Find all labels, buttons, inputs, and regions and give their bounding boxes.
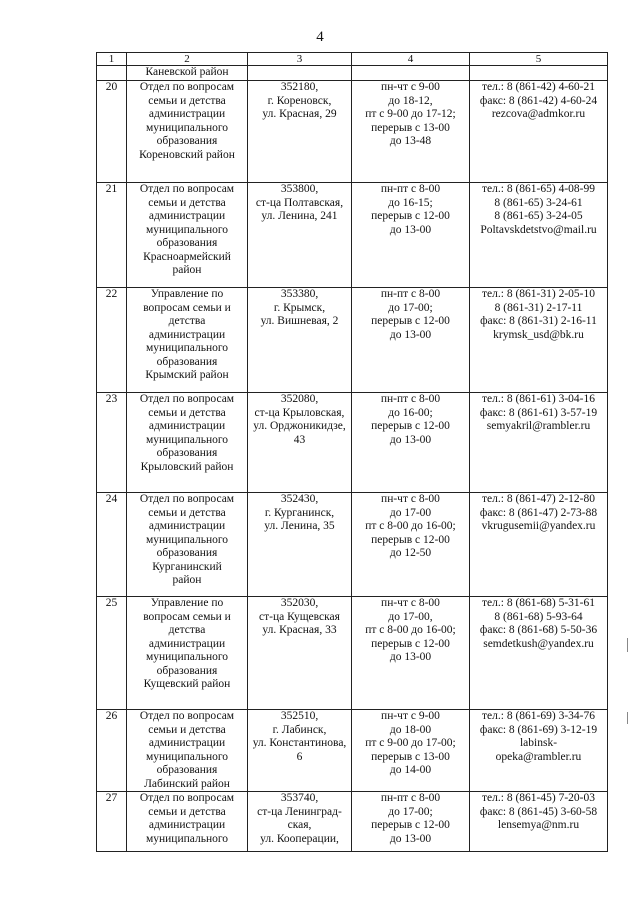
column-number-3: 3	[248, 53, 352, 66]
contacts-cell	[470, 393, 608, 493]
address-line: 43	[293, 433, 306, 446]
contacts-cell	[470, 81, 608, 183]
department-line: Отдел по вопросам	[139, 792, 235, 804]
department-line: Крыловский район	[140, 460, 234, 473]
address-line: г. Кореновск,	[267, 94, 332, 107]
address-line: г. Лабинск,	[272, 723, 327, 736]
department-cell	[127, 393, 248, 493]
hours-line: перерыв с 12-00	[371, 420, 450, 432]
department-line: Крымский район	[145, 369, 229, 381]
address-cell	[248, 493, 352, 597]
row-number: 27	[97, 792, 127, 852]
department-line: образования	[156, 355, 218, 368]
department-line: Кущевский район	[143, 678, 231, 690]
contacts-line: факс: 8 (861-47) 2-73-88	[479, 506, 598, 519]
address-cell	[248, 710, 352, 792]
department-line: семьи и детства	[148, 196, 226, 209]
row-number: 23	[97, 393, 127, 493]
hours-line: перерыв с 12-00	[371, 637, 450, 650]
contacts-cell	[470, 792, 608, 852]
department-cell	[127, 493, 248, 597]
row-number: 25	[97, 597, 127, 710]
contacts-line: opeka@rambler.ru	[495, 750, 582, 763]
address-line: г. Крымск,	[273, 301, 326, 314]
department-line: район	[172, 574, 202, 586]
department-line: Отдел по вопросам	[139, 393, 235, 405]
department-line: район	[172, 264, 202, 276]
hours-cell	[352, 792, 470, 852]
address-line: 353740,	[280, 792, 319, 804]
address-line: ул. Орджоникидзе,	[253, 420, 346, 432]
address-line: ская,	[287, 819, 312, 831]
table-row	[97, 597, 608, 710]
hours-line: пн-чт с 9-00	[381, 81, 440, 93]
hours-line: перерыв с 13-00	[371, 121, 450, 134]
continuation-row	[97, 66, 608, 81]
contacts-line: krymsk_usd@bk.ru	[493, 328, 584, 341]
address-cell	[248, 597, 352, 710]
department-line: администрации	[148, 210, 226, 222]
department-line: Лабинский район	[144, 777, 230, 790]
table-row	[97, 183, 608, 288]
contacts-cell	[470, 493, 608, 597]
contacts-line: labinsk-	[519, 737, 558, 749]
address-line: 6	[296, 750, 303, 763]
hours-line: до 16-00;	[388, 406, 433, 419]
hours-line: перерыв с 13-00	[371, 750, 450, 763]
hours-cell	[352, 597, 470, 710]
hours-line: пт с 9-00 до 17-12;	[365, 108, 456, 120]
contacts-line: vkrugusemii@yandex.ru	[481, 520, 596, 532]
hours-line: пт с 8-00 до 16-00;	[365, 624, 456, 636]
table-row	[97, 493, 608, 597]
department-line: детства	[168, 315, 206, 327]
table-row	[97, 710, 608, 792]
department-line: администрации	[148, 108, 226, 120]
hours-cell	[352, 81, 470, 183]
hours-line: пн-чт с 9-00	[381, 710, 440, 722]
hours-line: до 17-00;	[388, 301, 433, 314]
hours-line: пн-пт с 8-00	[380, 792, 441, 804]
address-line: 352430,	[280, 493, 319, 505]
department-line: муниципального	[145, 832, 229, 845]
department-line: муниципального	[145, 342, 229, 354]
address-line: ст-ца Крыловская,	[254, 406, 345, 419]
department-cell	[127, 288, 248, 393]
hours-line: пн-чт с 8-00	[381, 597, 440, 609]
hours-line: перерыв с 12-00	[371, 315, 450, 327]
address-cell	[248, 792, 352, 852]
department-line: Отдел по вопросам	[139, 183, 235, 195]
scan-mark	[627, 638, 628, 652]
hours-cell	[352, 288, 470, 393]
address-line: ул. Красная, 29	[262, 108, 337, 120]
hours-line: пн-пт с 8-00	[380, 393, 441, 405]
department-line: детства	[168, 624, 206, 636]
department-line: образования	[156, 237, 218, 249]
address-line: ул. Красная, 33	[262, 624, 337, 636]
contacts-line: Poltavskdetstvo@mail.ru	[480, 223, 597, 236]
page-number: 4	[316, 29, 324, 45]
hours-line: до 17-00;	[388, 805, 433, 818]
department-cell	[127, 81, 248, 183]
address-line: 353800,	[280, 183, 319, 195]
department-line: Красноармейский	[143, 250, 231, 263]
department-line: администрации	[148, 520, 226, 532]
contacts-line: semdetkush@yandex.ru	[483, 637, 594, 650]
department-line: Отдел по вопросам	[139, 493, 235, 505]
department-line: администрации	[148, 737, 226, 749]
contacts-cell	[470, 597, 608, 710]
department-line: семьи и детства	[148, 506, 226, 519]
hours-cell	[352, 493, 470, 597]
department-line: образования	[156, 764, 218, 776]
address-cell	[248, 288, 352, 393]
address-line: 352180,	[280, 81, 319, 93]
contacts-line: 8 (861-68) 5-93-64	[494, 610, 583, 623]
hours-line: до 12-50	[389, 547, 432, 559]
address-cell	[248, 183, 352, 288]
contacts-line: факс: 8 (861-45) 3-60-58	[479, 805, 598, 818]
address-line: 352080,	[280, 393, 319, 405]
table-row	[97, 393, 608, 493]
department-line: муниципального	[145, 121, 229, 134]
contacts-line: 8 (861-31) 2-17-11	[494, 301, 583, 314]
department-line: образования	[156, 135, 218, 147]
contacts-line: факс: 8 (861-69) 3-12-19	[479, 723, 598, 736]
contacts-line: тел.: 8 (861-31) 2-05-10	[482, 288, 595, 300]
department-cell	[127, 792, 248, 852]
contacts-line: 8 (861-65) 3-24-61	[494, 196, 583, 209]
hours-line: до 13-00	[389, 651, 432, 663]
department-line: Курганинский	[152, 560, 222, 573]
address-cell	[248, 81, 352, 183]
contacts-line: факс: 8 (861-42) 4-60-24	[479, 94, 598, 107]
hours-line: до 13-00	[389, 328, 432, 341]
department-line: образования	[156, 447, 218, 459]
hours-line: до 13-00	[389, 832, 432, 845]
column-number-5: 5	[470, 53, 608, 66]
contacts-table	[96, 52, 608, 852]
department-line: семьи и детства	[148, 723, 226, 736]
department-line: администрации	[148, 637, 226, 650]
hours-line: пт с 9-00 до 17-00;	[365, 737, 456, 749]
continuation-district: Каневской район	[127, 66, 248, 81]
column-number-row	[97, 53, 608, 66]
contacts-line: тел.: 8 (861-61) 3-04-16	[482, 393, 595, 405]
row-number: 24	[97, 493, 127, 597]
department-line: семьи и детства	[148, 94, 226, 107]
hours-line: пн-пт с 8-00	[380, 288, 441, 300]
department-line: администрации	[148, 328, 226, 341]
hours-line: пн-чт с 8-00	[381, 493, 440, 505]
address-line: 353380,	[280, 288, 319, 300]
address-cell	[248, 393, 352, 493]
hours-line: до 13-00	[389, 223, 432, 236]
department-line: Управление по	[150, 597, 224, 609]
department-line: администрации	[148, 420, 226, 432]
department-line: Отдел по вопросам	[139, 710, 235, 722]
address-line: г. Курганинск,	[264, 506, 335, 519]
contacts-cell	[470, 183, 608, 288]
department-line: образования	[156, 664, 218, 677]
hours-cell	[352, 183, 470, 288]
department-line: муниципального	[145, 223, 229, 236]
contacts-line: 8 (861-65) 3-24-05	[494, 210, 583, 222]
hours-line: до 13-00	[389, 433, 432, 446]
contacts-line: тел.: 8 (861-65) 4-08-99	[482, 183, 595, 195]
hours-cell	[352, 710, 470, 792]
hours-line: перерыв с 12-00	[371, 533, 450, 546]
column-number-1: 1	[97, 53, 127, 66]
row-number: 22	[97, 288, 127, 393]
department-line: вопросам семьи и	[143, 301, 231, 314]
address-line: 352510,	[280, 710, 319, 722]
hours-line: до 17-00,	[388, 610, 433, 623]
department-line: семьи и детства	[148, 805, 226, 818]
address-line: ст-ца Кущевская	[259, 610, 340, 623]
department-line: Управление по	[150, 288, 224, 300]
column-number-4: 4	[352, 53, 470, 66]
department-cell	[127, 710, 248, 792]
address-line: ул. Кооперации,	[260, 832, 339, 845]
column-number-2: 2	[127, 53, 248, 66]
department-line: семьи и детства	[148, 406, 226, 419]
contacts-line: тел.: 8 (861-68) 5-31-61	[482, 597, 595, 609]
address-line: 352030,	[280, 597, 319, 609]
address-line: ст-ца Полтавская,	[255, 196, 344, 209]
address-line: ул. Ленина, 35	[264, 520, 335, 532]
contacts-cell	[470, 710, 608, 792]
department-cell	[127, 597, 248, 710]
row-number: 21	[97, 183, 127, 288]
contacts-line: rezcova@admkor.ru	[491, 108, 586, 120]
contacts-line: semyakril@rambler.ru	[486, 420, 591, 432]
hours-line: до 18-00	[389, 723, 432, 736]
address-line: ст-ца Ленинград-	[257, 805, 342, 818]
contacts-line: тел.: 8 (861-69) 3-34-76	[482, 710, 595, 722]
address-line: ул. Константинова,	[252, 737, 347, 749]
contacts-cell	[470, 288, 608, 393]
hours-line: до 14-00	[389, 764, 432, 776]
department-line: муниципального	[145, 533, 229, 546]
hours-line: до 13-48	[389, 135, 432, 147]
contacts-line: факс: 8 (861-31) 2-16-11	[480, 315, 597, 327]
hours-line: пн-пт с 8-00	[380, 183, 441, 195]
department-line: муниципального	[145, 750, 229, 763]
row-number: 26	[97, 710, 127, 792]
address-line: ул. Вишневая, 2	[260, 315, 339, 327]
department-line: Кореновский район	[139, 148, 235, 161]
hours-line: до 17-00	[389, 506, 432, 519]
hours-line: перерыв с 12-00	[371, 819, 450, 831]
table-row	[97, 792, 608, 852]
contacts-line: тел.: 8 (861-45) 7-20-03	[482, 792, 595, 804]
contacts-line: тел.: 8 (861-47) 2-12-80	[482, 493, 595, 505]
department-line: администрации	[148, 819, 226, 831]
hours-line: перерыв с 12-00	[371, 210, 450, 222]
contacts-line: факс: 8 (861-61) 3-57-19	[479, 406, 598, 419]
table-row	[97, 288, 608, 393]
hours-cell	[352, 393, 470, 493]
department-line: вопросам семьи и	[143, 610, 231, 623]
hours-line: до 18-12,	[388, 94, 433, 107]
contacts-line: факс: 8 (861-68) 5-50-36	[479, 624, 598, 636]
department-cell	[127, 183, 248, 288]
row-number: 20	[97, 81, 127, 183]
department-line: образования	[156, 547, 218, 559]
hours-line: до 16-15;	[388, 196, 433, 209]
contacts-line: тел.: 8 (861-42) 4-60-21	[482, 81, 595, 93]
hours-line: пт с 8-00 до 16-00;	[365, 520, 456, 532]
department-line: Отдел по вопросам	[139, 81, 235, 93]
address-line: ул. Ленина, 241	[261, 210, 338, 222]
department-line: муниципального	[145, 651, 229, 663]
contacts-line: lensemya@nm.ru	[497, 819, 580, 831]
table-row	[97, 81, 608, 183]
department-line: муниципального	[145, 433, 229, 446]
scan-mark	[627, 712, 628, 724]
